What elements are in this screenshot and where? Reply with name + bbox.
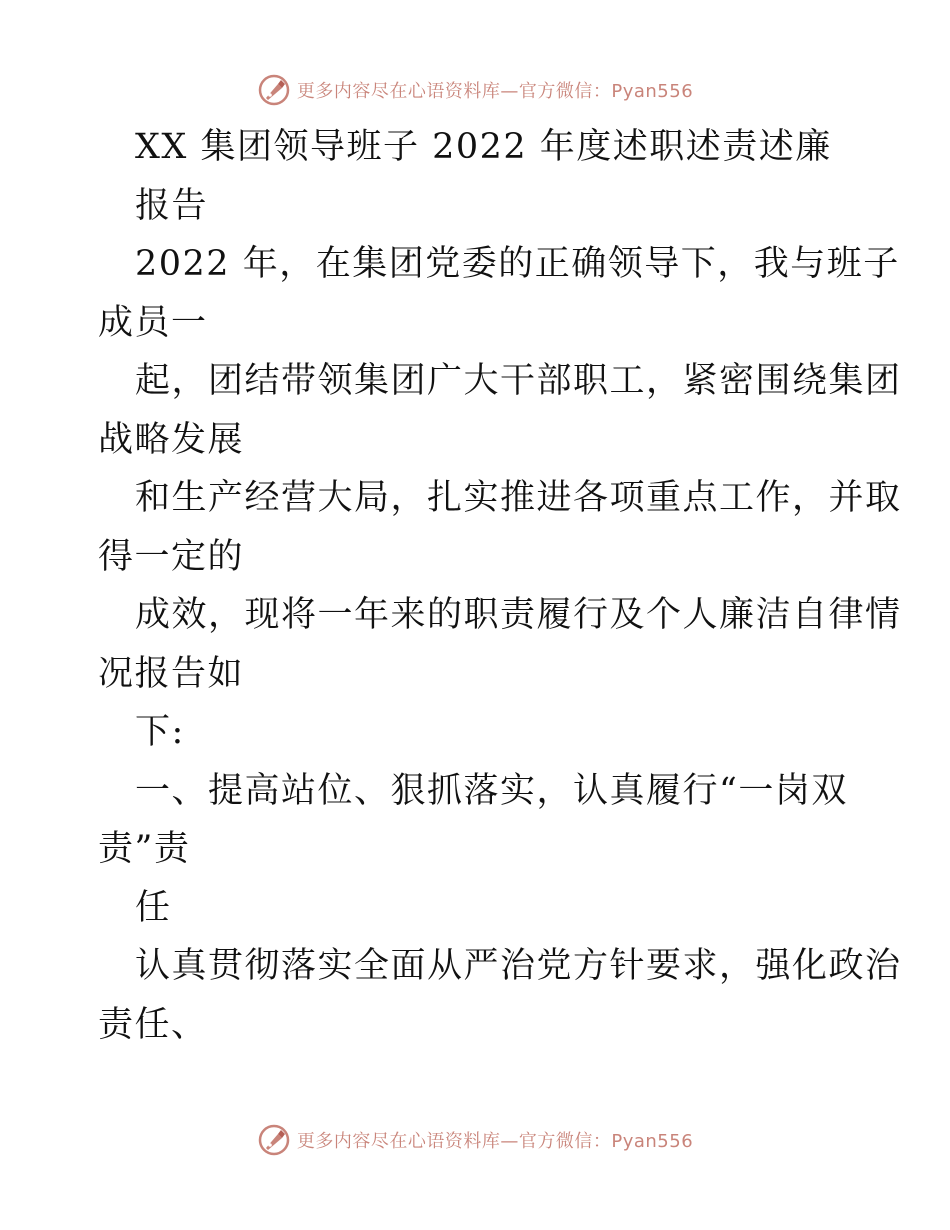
document-title-line: XX 集团领导班子 2022 年度述职述责述廉 [135, 127, 832, 167]
watermark-text: 更多内容尽在心语资料库—官方微信：Pyan556 [296, 1131, 694, 1152]
paragraph-line: 责”责 [98, 829, 191, 869]
header-watermark [0, 70, 950, 110]
fountain-pen-logo-icon [257, 1123, 291, 1157]
paragraph-line: 认真贯彻落实全面从严治党方针要求，强化政治 [135, 946, 902, 986]
document-body [98, 118, 902, 1054]
paragraph-line: 和生产经营大局，扎实推进各项重点工作，并取 [135, 478, 902, 518]
paragraph-line: 得一定的 [98, 536, 245, 577]
paragraph-line: 下: [135, 712, 185, 752]
watermark-text: 更多内容尽在心语资料库—官方微信：Pyan556 [296, 81, 694, 102]
paragraph-line: 况报告如 [98, 653, 245, 694]
paragraph-line: 2022 年，在集团党委的正确领导下，我与班子 [135, 244, 900, 284]
paragraph-line: 报告 [135, 185, 209, 226]
paragraph-line: 一、提高站位、狠抓落实，认真履行“一岗双 [135, 770, 848, 811]
paragraph-line: 责任、 [98, 1004, 208, 1045]
paragraph-line: 起，团结带领集团广大干部职工，紧密围绕集团 [135, 361, 902, 401]
fountain-pen-logo-icon [257, 73, 291, 107]
paragraph-line: 战略发展 [98, 419, 245, 460]
footer-watermark [0, 1120, 950, 1160]
paragraph-line: 成效，现将一年来的职责履行及个人廉洁自律情 [135, 595, 902, 635]
paragraph-line: 成员一 [98, 302, 208, 343]
paragraph-line: 任 [135, 887, 172, 928]
